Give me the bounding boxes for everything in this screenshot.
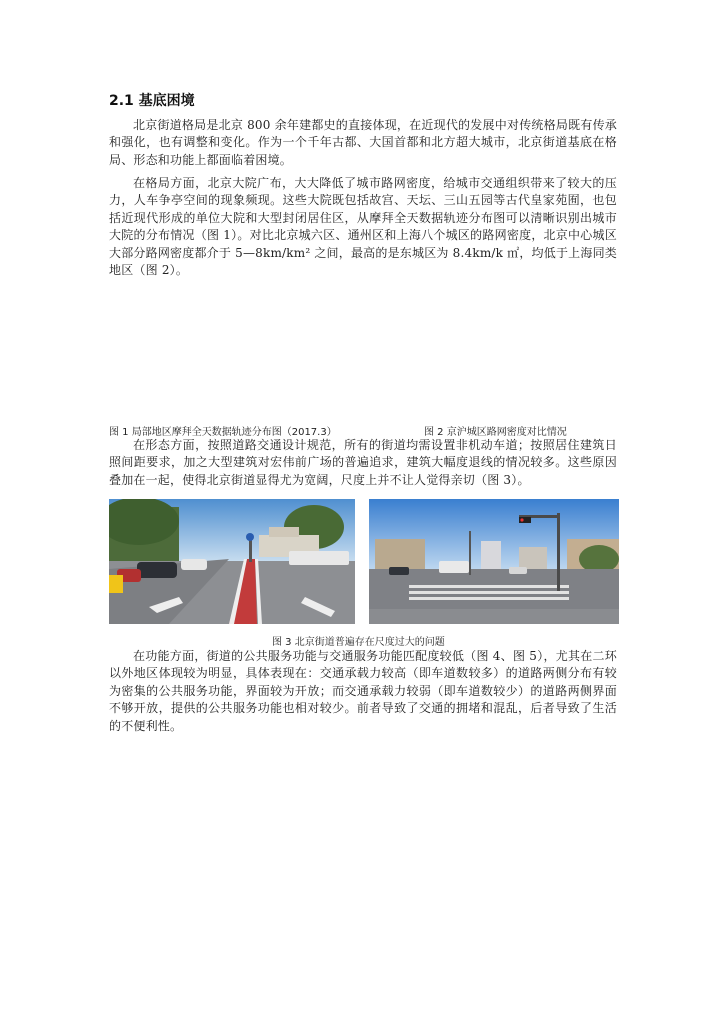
figure-3-photo-left-street (109, 499, 355, 624)
figure-3-caption: 图 3 北京街道普遍存在尺度过大的问题 (272, 637, 445, 648)
trajectory-map-image (109, 287, 349, 420)
paragraph-layout: 在格局方面，北京大院广布，大大降低了城市路网密度，给城市交通组织带来了较大的压力，人车争亭空间的现象频现。这些大院既包括故宫、天坛、三山五园等古代皇家苑囿，也包括近现代形成的单位大院和大型封闭居住区，从摩拜全天数据轨迹分布图可以清晰识别出城市大院的分布情况（图 1）。对比北京城六区、通州区和上海八个城区的路网密度，北京中心城区大部分路网密度都介于 5—8km/km² 之间，最高的是东城区为 8.4km/k ㎡，均低于上海同类地区（图 2）。 (109, 176, 617, 278)
road-density-bar-chart (366, 287, 620, 417)
figure-1-trajectory-map (109, 287, 349, 420)
paragraph-intro: 北京街道格局是北京 800 余年建都史的直接体现，在近现代的发展中对传统格局既有传承和强化，也有调整和变化。作为一个千年古都、大国首都和北方超大城市，北京街道基底在格局、形态和功能上都面临着困境。 (109, 118, 617, 167)
figure-2-caption: 图 2 京沪城区路网密度对比情况 (424, 427, 567, 438)
paragraph-function: 在功能方面，街道的公共服务功能与交通服务功能匹配度较低（图 4、图 5），尤其在二环以外地区体现较为明显，具体表现在：交通承载力较高（即车道数较多）的道路两侧分布有较为密集的公共服务功能，界面较为开放；而交通承载力较弱（即车道数较少）的道路两侧界面不够开放，提供的公共服务功能也相对较少。前者导致了交通的拥堵和混乱，后者导致了生活的不便利性。 (109, 649, 617, 733)
figure-1-caption: 图 1 局部地区摩拜全天数据轨迹分布图（2017.3） (109, 427, 337, 438)
paragraph-form: 在形态方面，按照道路交通设计规范，所有的街道均需设置非机动车道；按照居住建筑日照间距要求，加之大型建筑对宏伟前广场的普遍追求，建筑大幅度退线的情况较多。这些原因叠加在一起，使得北京街道显得尤为宽阔，尺度上并不让人觉得亲切（图 3）。 (109, 438, 617, 487)
figure-2-road-density-chart (366, 287, 620, 417)
figure-3-photo-right-intersection (369, 499, 619, 624)
section-heading: 2.1 基底困境 (109, 93, 195, 109)
